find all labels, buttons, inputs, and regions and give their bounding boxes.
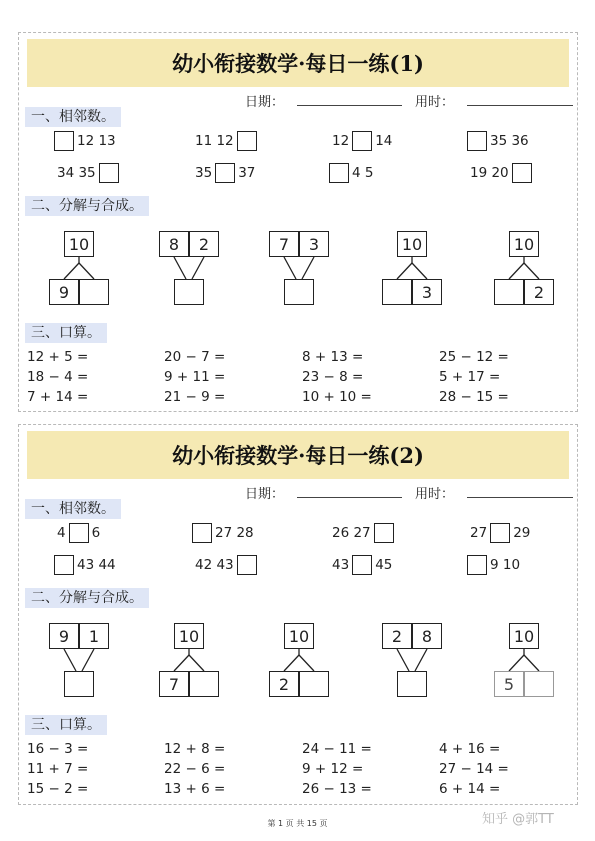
bond-answer-box[interactable] bbox=[174, 279, 204, 305]
bond-answer-box[interactable] bbox=[284, 279, 314, 305]
date-label: 日期： bbox=[245, 95, 285, 110]
calc-question: 9 + 11 = bbox=[164, 369, 226, 385]
answer-box[interactable] bbox=[352, 555, 372, 575]
section-adjacent-title: 一、相邻数。 bbox=[25, 499, 121, 519]
calc-question: 8 + 13 = bbox=[302, 349, 364, 365]
calc-question: 13 + 6 = bbox=[164, 781, 226, 797]
bond-answer-box[interactable] bbox=[494, 279, 524, 305]
answer-box[interactable] bbox=[467, 131, 487, 151]
bond-answer-box[interactable] bbox=[189, 671, 219, 697]
answer-box[interactable] bbox=[192, 523, 212, 543]
bond-answer-box[interactable] bbox=[382, 279, 412, 305]
bond-number-box: 2 bbox=[189, 231, 219, 257]
worksheet-2 bbox=[18, 424, 578, 805]
calc-question: 20 − 7 = bbox=[164, 349, 226, 365]
adjacent-question bbox=[329, 554, 395, 576]
adjacent-question bbox=[467, 522, 533, 544]
bond-number-box: 10 bbox=[174, 623, 204, 649]
calc-question: 12 + 8 = bbox=[164, 741, 226, 757]
bond-answer-box[interactable] bbox=[299, 671, 329, 697]
calc-question: 26 − 13 = bbox=[302, 781, 372, 797]
page-footer: 第 1 页 共 15 页 bbox=[267, 819, 328, 828]
answer-box[interactable] bbox=[54, 555, 74, 575]
number-bond bbox=[149, 619, 231, 709]
answer-box[interactable] bbox=[490, 523, 510, 543]
calc-question: 27 − 14 = bbox=[439, 761, 509, 777]
number-bond bbox=[259, 619, 341, 709]
section-adjacent-title: 一、相邻数。 bbox=[25, 107, 121, 127]
answer-box[interactable] bbox=[467, 555, 487, 575]
bond-number-box: 8 bbox=[412, 623, 442, 649]
number-bond bbox=[39, 619, 121, 709]
number-text: 35 bbox=[195, 165, 213, 181]
number-text: 6 bbox=[91, 525, 101, 541]
calc-question: 6 + 14 = bbox=[439, 781, 501, 797]
calc-question: 23 − 8 = bbox=[302, 369, 364, 385]
adjacent-question bbox=[329, 130, 395, 152]
adjacent-question bbox=[192, 554, 257, 576]
number-text: 37 bbox=[238, 165, 256, 181]
bond-number-box: 3 bbox=[299, 231, 329, 257]
section-bond-title: 二、分解与合成。 bbox=[25, 196, 149, 216]
adjacent-question bbox=[329, 522, 394, 544]
time-label: 用时： bbox=[415, 95, 455, 110]
adjacent-question bbox=[467, 554, 523, 576]
number-text: 11 12 bbox=[195, 133, 234, 149]
bond-number-box: 9 bbox=[49, 279, 79, 305]
number-bond bbox=[149, 227, 231, 317]
answer-box[interactable] bbox=[69, 523, 89, 543]
answer-box[interactable] bbox=[352, 131, 372, 151]
number-text: 12 13 bbox=[77, 133, 116, 149]
calc-question: 5 + 17 = bbox=[439, 369, 501, 385]
section-calc-title: 三、口算。 bbox=[25, 715, 107, 735]
calc-question: 10 + 10 = bbox=[302, 389, 372, 405]
calc-question: 15 − 2 = bbox=[27, 781, 89, 797]
number-text: 9 10 bbox=[490, 557, 521, 573]
calc-question: 22 − 6 = bbox=[164, 761, 226, 777]
adjacent-question bbox=[54, 130, 119, 152]
number-bond bbox=[259, 227, 341, 317]
bond-answer-box[interactable] bbox=[397, 671, 427, 697]
number-text: 19 20 bbox=[470, 165, 509, 181]
answer-box[interactable] bbox=[215, 163, 235, 183]
number-bond bbox=[372, 619, 454, 709]
answer-box[interactable] bbox=[374, 523, 394, 543]
number-text: 45 bbox=[375, 557, 393, 573]
worksheet-title: 幼小衔接数学·每日一练(1) bbox=[27, 39, 569, 87]
adjacent-question bbox=[54, 554, 119, 576]
worksheet-1 bbox=[18, 32, 578, 412]
number-text: 43 bbox=[332, 557, 350, 573]
number-text: 12 bbox=[332, 133, 350, 149]
time-blank[interactable] bbox=[467, 105, 573, 106]
number-text: 42 43 bbox=[195, 557, 234, 573]
bond-number-box: 8 bbox=[159, 231, 189, 257]
bond-number-box: 7 bbox=[159, 671, 189, 697]
bond-number-box: 10 bbox=[64, 231, 94, 257]
bond-number-box: 2 bbox=[524, 279, 554, 305]
watermark: 知乎 @郭TT bbox=[482, 812, 554, 827]
bond-number-box: 2 bbox=[269, 671, 299, 697]
section-calc-title: 三、口算。 bbox=[25, 323, 107, 343]
adjacent-question bbox=[54, 522, 103, 544]
number-text: 29 bbox=[513, 525, 531, 541]
answer-box[interactable] bbox=[329, 163, 349, 183]
number-text: 26 27 bbox=[332, 525, 371, 541]
adjacent-question bbox=[192, 162, 258, 184]
number-text: 4 5 bbox=[352, 165, 374, 181]
bond-number-box: 10 bbox=[397, 231, 427, 257]
number-text: 4 bbox=[57, 525, 66, 541]
answer-box[interactable] bbox=[237, 555, 257, 575]
calc-question: 25 − 12 = bbox=[439, 349, 509, 365]
date-label: 日期： bbox=[245, 487, 285, 502]
calc-question: 21 − 9 = bbox=[164, 389, 226, 405]
bond-number-box: 10 bbox=[509, 623, 539, 649]
answer-box[interactable] bbox=[237, 131, 257, 151]
worksheet-title: 幼小衔接数学·每日一练(2) bbox=[27, 431, 569, 479]
date-blank[interactable] bbox=[297, 105, 402, 106]
number-bond bbox=[484, 619, 566, 709]
number-text: 43 44 bbox=[77, 557, 116, 573]
date-blank[interactable] bbox=[297, 497, 402, 498]
bond-number-box: 7 bbox=[269, 231, 299, 257]
number-bond bbox=[372, 227, 454, 317]
adjacent-question bbox=[467, 130, 532, 152]
number-text: 27 bbox=[470, 525, 488, 541]
number-bond bbox=[39, 227, 121, 317]
bond-number-box: 5 bbox=[494, 671, 524, 697]
calc-question: 7 + 14 = bbox=[27, 389, 89, 405]
number-bond bbox=[484, 227, 566, 317]
number-text: 27 28 bbox=[215, 525, 254, 541]
section-bond-title: 二、分解与合成。 bbox=[25, 588, 149, 608]
bond-number-box: 10 bbox=[284, 623, 314, 649]
adjacent-question bbox=[54, 162, 119, 184]
calc-question: 11 + 7 = bbox=[27, 761, 89, 777]
bond-number-box: 1 bbox=[79, 623, 109, 649]
number-text: 34 35 bbox=[57, 165, 96, 181]
number-text: 35 36 bbox=[490, 133, 529, 149]
adjacent-question bbox=[329, 162, 376, 184]
adjacent-question bbox=[467, 162, 532, 184]
calc-question: 9 + 12 = bbox=[302, 761, 364, 777]
calc-question: 12 + 5 = bbox=[27, 349, 89, 365]
bond-answer-box[interactable] bbox=[64, 671, 94, 697]
answer-box[interactable] bbox=[54, 131, 74, 151]
bond-answer-box[interactable] bbox=[524, 671, 554, 697]
bond-number-box: 10 bbox=[509, 231, 539, 257]
number-text: 14 bbox=[375, 133, 393, 149]
calc-question: 24 − 11 = bbox=[302, 741, 372, 757]
bond-number-box: 2 bbox=[382, 623, 412, 649]
time-label: 用时： bbox=[415, 487, 455, 502]
calc-question: 16 − 3 = bbox=[27, 741, 89, 757]
answer-box[interactable] bbox=[99, 163, 119, 183]
time-blank[interactable] bbox=[467, 497, 573, 498]
adjacent-question bbox=[192, 522, 257, 544]
bond-number-box: 3 bbox=[412, 279, 442, 305]
adjacent-question bbox=[192, 130, 257, 152]
calc-question: 28 − 15 = bbox=[439, 389, 509, 405]
bond-answer-box[interactable] bbox=[79, 279, 109, 305]
bond-number-box: 9 bbox=[49, 623, 79, 649]
answer-box[interactable] bbox=[512, 163, 532, 183]
calc-question: 18 − 4 = bbox=[27, 369, 89, 385]
calc-question: 4 + 16 = bbox=[439, 741, 501, 757]
